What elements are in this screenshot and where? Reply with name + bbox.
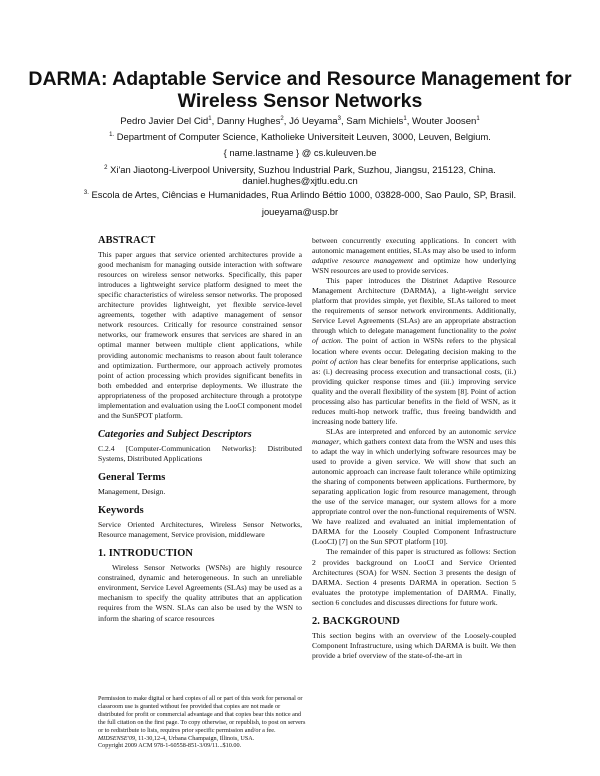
keywords-heading: Keywords (98, 505, 144, 517)
author-affil-marker: 3 (337, 115, 341, 122)
author-affil-marker: 1 (403, 115, 407, 122)
paper-title (0, 68, 600, 112)
text-run: , which gathers context data from the WSN and uses this to adapt the way in which underlying software resources may be used to provide a given service. We will show that such an autonomic approach can increase fault tolerance while optimizing the sharing of components between applications. Furthermore, by separating application logic from resource management, through the use of the service manager, our system allows for a more appropriate control over the non-functional requirements of WSN. We have realized and evaluated an initial implementation of DARMA for the Loosely Coupled Component Infrastructure (LooCI) [7] on the Sun SPOT platform [10]. (312, 436, 516, 547)
affiliation-text: Escola de Artes, Ciências e Humanidades, Rua Arlindo Béttio 1000, 03828-000, Sao Paulo, SP, Brasil. (91, 189, 517, 200)
introduction-paragraph-continued (312, 236, 516, 276)
introduction-heading: 1. INTRODUCTION (98, 548, 194, 560)
affil-marker: 1. (109, 131, 115, 138)
author-affil-marker: 1 (208, 115, 212, 122)
affil-marker: 2 (104, 164, 108, 171)
abstract-heading: ABSTRACT (98, 235, 156, 246)
author-name: Danny Hughes (216, 116, 281, 127)
text-run: between concurrently executing applications. In concert with autonomic management entities, SLAs may also be used to inform (312, 236, 516, 256)
background-text: This section begins with an overview of the Loosely-coupled Component Infrastructure, using which DARMA is built. We then provide a brief overview of the state-of-the-art in (312, 630, 516, 660)
permission-notice (98, 695, 308, 750)
author-name: Wouter Joosen (412, 116, 477, 127)
author-affil-marker: 2 (280, 115, 284, 122)
venue-details: , 11-30,12-4, Urbana Champaign, Illinois, USA. (135, 734, 255, 742)
author-list: Pedro Javier Del Cid$^1$, Danny Hughes$^2$, Jó Ueyama$^3$, Sam Michiels$^1$, Wouter Joosen$^1$ (120, 115, 480, 127)
introduction-paragraph (312, 276, 516, 427)
abstract-text: This paper argues that service oriented architectures provide a good mechanism for managing outside interaction with software resources on wireless sensor networks. Specifically, this paper introduces a lightweight service platform designed to meet the specific characteristics of wireless sensor networks. The proposed architecture provides lightweight, yet flexible service-level agreements, together with adaptive management of sensor network resources. Critically for resource constrained sensor networks, our framework ensures that services are shared in an optimal manner between multiple client applications, while providing autonomic mechanisms to reason about fault tolerance and optimization. Furthermore, our approach actively promotes point of action processing which provides significant benefits in both embedded and enterprise deployments. We illustrate the appropriateness of the proposed architecture through a prototype implementation and evaluation using the LooCI component model and the SunSPOT platform. (98, 250, 302, 420)
text-run: . The point of action in WSNs refers to the physical location where events occur. Delegating decision making to the (312, 336, 516, 356)
affiliation-text: Xi'an Jiaotong-Liverpool University, Suzhou Industrial Park, Suzhou, Jiangsu, 215123, China. (110, 164, 496, 175)
title-line-1: DARMA: Adaptable Service and Resource Management for (28, 68, 572, 90)
general-terms-text: Management, Design. (98, 487, 166, 497)
affiliation-3-email: joueyama@usp.br (261, 206, 339, 217)
author-affil-marker: 1 (476, 115, 480, 122)
permission-text: Permission to make digital or hard copies of all or part of this work for personal or classroom use is granted without fee provided that copies are not made or distributed for profit or commercial advantage and that copies bear this notice and the full citation on the first page. To copy otherwise, or republish, to post on servers or to redistribute to lists, requires prior specific permission and/or a fee. (98, 695, 306, 734)
introduction-paragraph: The remainder of this paper is structured as follows: Section 2 provides background on LooCI and Service Oriented Architectures (SOA) for WSN. Section 3 presents the design of DARMA. Section 4 presents DARMA in operation. Section 5 evaluates the prototype implementation of DARMA. Finally, section 6 concludes and discusses directions for future work. (312, 547, 516, 607)
affiliation-2-email: daniel.hughes@xjtlu.edu.cn (242, 175, 358, 186)
author-name: Sam Michiels (346, 116, 404, 127)
affil-marker: 3. (83, 189, 89, 196)
venue-name: MIDSENSE'09 (98, 734, 136, 742)
title-line-2: Wireless Sensor Networks (177, 90, 423, 112)
affiliation-1 (0, 131, 600, 143)
left-column (98, 236, 302, 624)
background-heading: 2. BACKGROUND (312, 615, 400, 627)
author-name: Pedro Javier Del Cid (120, 116, 209, 127)
affiliation-3 (0, 189, 600, 201)
categories-heading: Categories and Subject Descriptors (98, 428, 252, 440)
introduction-paragraph (312, 427, 516, 548)
text-run: SLAs are interpreted and enforced by an autonomic (326, 426, 495, 436)
text-run: and optimize how underlying WSN resources are used to provide services. (312, 256, 517, 276)
affiliation-text: Department of Computer Science, Katholieke Universiteit Leuven, 3000, Leuven, Belgium. (116, 131, 491, 142)
author-name: Jó Ueyama (289, 116, 338, 127)
general-terms-heading: General Terms (98, 471, 166, 483)
text-run: This paper introduces the Distrinet Adaptive Resource Management Architecture (DARMA), a light-weight service platform that provides simple, yet flexible, SLAs tailored to meet the requirements of sensor network environments. Additionally, Service Level Agreements (SLAs) are an appropriate abstraction through which to delegate management functionality to the (312, 276, 516, 336)
emphasis: point of action (312, 356, 358, 366)
emphasis: service manager (312, 426, 516, 446)
venue-line (98, 735, 308, 743)
keywords-text: Service Oriented Architectures, Wireless Sensor Networks, Resource management, Service provision, middleware (98, 520, 302, 540)
affiliation-1-email: { name.lastname } @ cs.kuleuven.be (223, 147, 377, 158)
copyright-line: Copyright 2009 ACM 978-1-60558-851-3/09/11...$10.00. (98, 742, 242, 750)
categories-text: C.2.4 [Computer-Communication Networks]: Distributed Systems, Distributed Applications (98, 443, 302, 463)
emphasis: point of action (312, 326, 516, 346)
emphasis: adaptive resource management (312, 256, 414, 266)
right-column (312, 236, 516, 661)
introduction-paragraph: Wireless Sensor Networks (WSNs) are highly resource constrained, dynamic and heterogeneous. In such an unreliable environment, Service Level Agreements (SLAs) may be used as a mechanism to specify the quality attributes that an application requires from the WSN. SLAs can also be used by the WSN to inform the sharing of scarce resources (98, 563, 302, 623)
text-run: has clear benefits for enterprise applications, such as: (i.) decreasing process execution and transactional costs, (ii.) providing quicker response times and (iii.) improving service quality and the overall flexibility of the system [8]. Point of action processing also has particular benefits in the field of WSN, as it reduces multi-hop network traffic, thus freeing bandwidth and increasing node battery life. (312, 356, 517, 426)
